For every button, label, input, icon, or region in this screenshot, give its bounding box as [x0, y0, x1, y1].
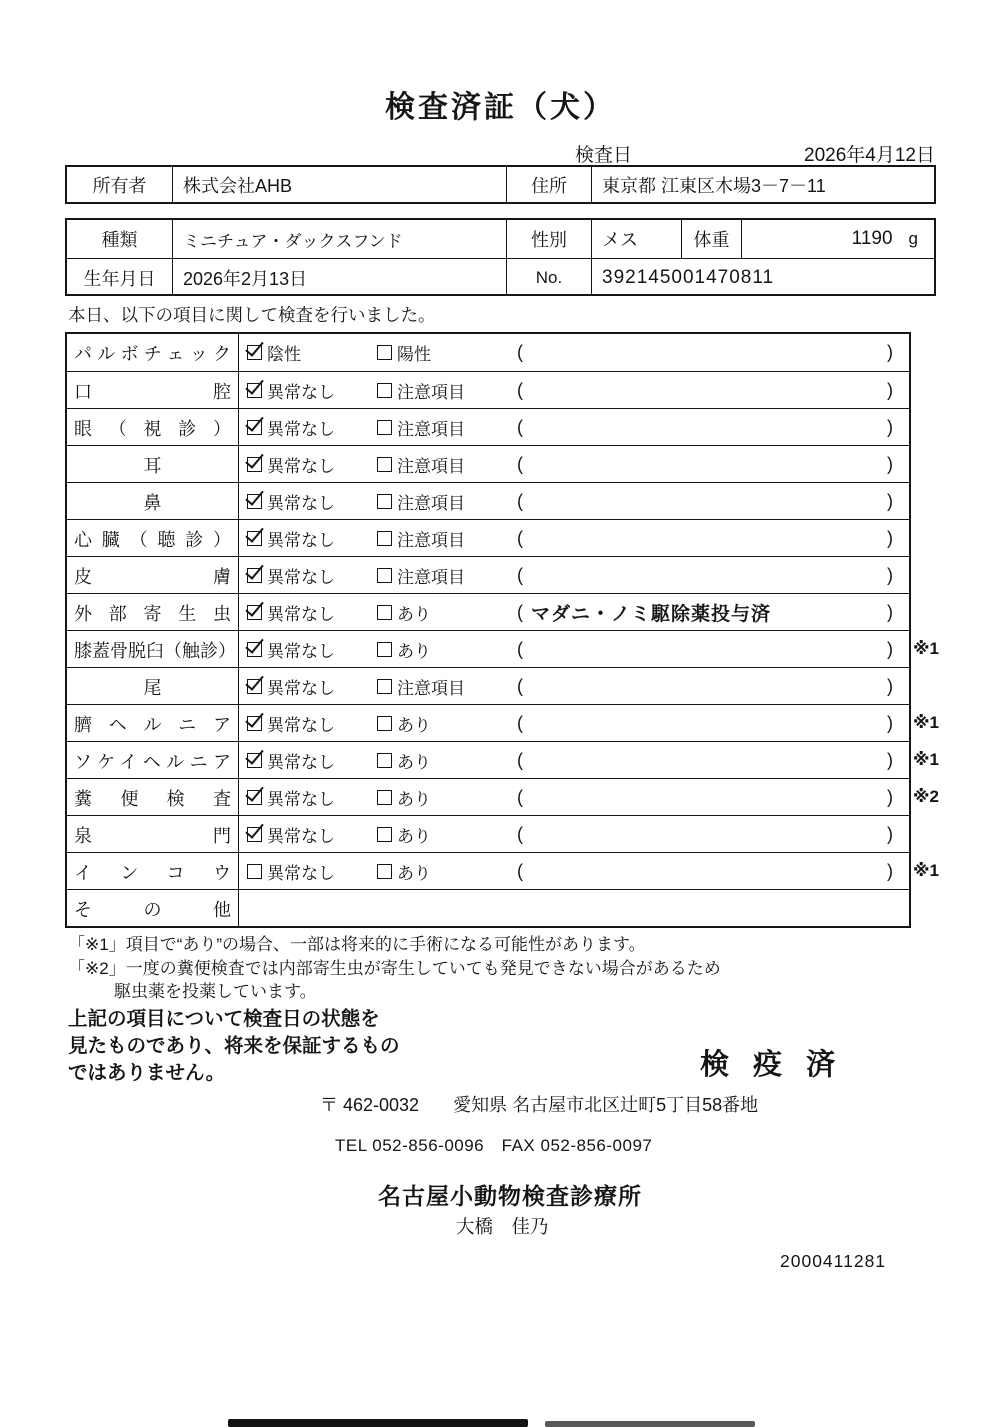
checkbox-icon [377, 679, 392, 694]
row-options [239, 372, 909, 408]
sex-label: 性別 [507, 220, 592, 258]
table-row [67, 445, 909, 482]
option-label: 陰性 [267, 345, 301, 364]
row-label: 眼（視診） [67, 409, 239, 445]
table-row [67, 556, 909, 593]
table-row [67, 667, 909, 704]
remarks-field [517, 380, 909, 401]
scan-artifact [545, 1421, 755, 1427]
remarks-field [517, 454, 909, 475]
paren-open: ( [517, 638, 523, 659]
option-negative [247, 563, 377, 588]
option-negative [247, 489, 377, 514]
option-label: あり [397, 641, 431, 661]
quarantine-stamp: 検 疫 済 [700, 1049, 844, 1081]
disclaimer-line: 上記の項目について検査日の状態を [68, 1008, 380, 1030]
address-value: 東京都 江東区木場3－7－11 [602, 175, 826, 196]
option-label: 異常なし [267, 382, 335, 402]
paren-open: ( [517, 342, 523, 362]
row-options [239, 816, 909, 852]
row-label: その他 [67, 890, 239, 926]
checkbox-icon [247, 864, 262, 879]
row-options [239, 631, 909, 667]
paren-open: ( [517, 490, 523, 511]
checkbox-icon [247, 790, 262, 805]
row-options [239, 853, 909, 889]
option-label: あり [397, 752, 431, 772]
option-negative [247, 452, 377, 477]
info-table [65, 218, 936, 296]
remarks-field [517, 639, 909, 660]
option-positive [377, 822, 517, 847]
option-positive [377, 378, 517, 403]
table-row [67, 889, 909, 926]
paren-close: ) [887, 675, 893, 696]
option-label: 注意項目 [397, 419, 465, 439]
option-negative [247, 711, 377, 736]
row-label: 皮膚 [67, 557, 239, 593]
option-label: 異常なし [267, 678, 335, 698]
paren-open: ( [517, 712, 523, 733]
breed-label: 種類 [67, 220, 173, 258]
option-positive [377, 859, 517, 884]
option-negative [247, 859, 377, 884]
checkbox-icon [377, 790, 392, 805]
paren-open: ( [517, 527, 523, 548]
option-label: あり [397, 863, 431, 883]
checkbox-icon [377, 457, 392, 472]
checkbox-icon [247, 827, 262, 842]
option-negative [247, 415, 377, 440]
table-row [67, 704, 939, 741]
table-row [67, 482, 909, 519]
paren-close: ) [887, 490, 893, 511]
clinic-postal: 〒 462-0032 [320, 1095, 420, 1115]
row-marker: ※1 [913, 639, 939, 658]
owner-table [65, 165, 936, 204]
weight-unit: g [908, 229, 918, 248]
footnote: 駆虫薬を投薬しています。 [114, 982, 317, 1001]
paren-close: ) [887, 453, 893, 474]
row-options [239, 557, 909, 593]
option-negative [247, 340, 377, 365]
exam-date-label: 検査日 [575, 145, 633, 166]
option-label: 異常なし [267, 604, 335, 624]
option-label: 注意項目 [397, 567, 465, 587]
option-negative [247, 637, 377, 662]
owner-value: 株式会社AHB [173, 167, 507, 202]
row-marker: ※2 [913, 787, 939, 806]
option-positive [377, 785, 517, 810]
row-label: 鼻 [67, 483, 239, 519]
paren-close: ) [887, 712, 893, 733]
table-row [67, 593, 909, 630]
checkbox-icon [377, 531, 392, 546]
row-label: 膝蓋骨脱臼（触診） [67, 631, 239, 667]
option-label: 異常なし [267, 567, 335, 587]
table-row [67, 778, 939, 815]
paren-open: ( [517, 601, 523, 622]
owner-label: 所有者 [67, 167, 173, 202]
table-row [67, 519, 909, 556]
option-negative [247, 748, 377, 773]
option-label: あり [397, 604, 431, 624]
paren-close: ) [887, 416, 893, 437]
option-positive [377, 489, 517, 514]
table-row [67, 741, 939, 778]
sex-value: メス [592, 220, 682, 258]
option-label: 陽性 [397, 345, 431, 364]
checkbox-icon [377, 383, 392, 398]
remarks-field [517, 565, 909, 586]
checkbox-icon [247, 383, 262, 398]
remarks-field [517, 861, 909, 882]
option-label: 異常なし [267, 641, 335, 661]
row-options [239, 520, 909, 556]
row-label: 泉門 [67, 816, 239, 852]
row-label: 糞便検査 [67, 779, 239, 815]
row-marker: ※1 [913, 713, 939, 732]
row-label: 尾 [67, 668, 239, 704]
checkbox-icon [247, 494, 262, 509]
row-label: 臍ヘルニア [67, 705, 239, 741]
option-label: 注意項目 [397, 382, 465, 402]
checkbox-icon [247, 605, 262, 620]
row-options [239, 483, 909, 519]
option-label: 注意項目 [397, 678, 465, 698]
row-label: インコウ [67, 853, 239, 889]
checkbox-icon [377, 568, 392, 583]
row-options [239, 594, 909, 630]
row-marker: ※1 [913, 861, 939, 880]
no-label: No. [507, 259, 592, 296]
option-negative [247, 785, 377, 810]
option-positive [377, 452, 517, 477]
option-positive [377, 674, 517, 699]
weight-cell [742, 220, 934, 258]
spacer [419, 1091, 453, 1117]
option-positive [377, 563, 517, 588]
option-label: あり [397, 789, 431, 809]
option-label: 注意項目 [397, 530, 465, 550]
option-positive [377, 748, 517, 773]
checkbox-icon [377, 605, 392, 620]
option-negative [247, 378, 377, 403]
table-row [67, 334, 909, 371]
checkbox-icon [247, 457, 262, 472]
row-label: 外部寄生虫 [67, 594, 239, 630]
checkbox-icon [377, 753, 392, 768]
remarks-text: マダニ・ノミ駆除薬投与済 [531, 603, 772, 625]
remarks-field [517, 599, 909, 626]
intro-text: 本日、以下の項目に関して検査を行いました。 [68, 305, 436, 325]
birth-label: 生年月日 [67, 259, 173, 296]
option-negative [247, 674, 377, 699]
breed-value: ミニチュア・ダックスフンド [173, 220, 507, 258]
paren-close: ) [887, 860, 893, 881]
table-row [67, 852, 939, 889]
address-label: 住所 [507, 167, 592, 202]
checkbox-icon [247, 753, 262, 768]
checkbox-icon [377, 345, 392, 360]
row-options [239, 890, 909, 926]
clinic-person: 大橋 佳乃 [456, 1216, 549, 1237]
option-positive [377, 415, 517, 440]
footnote: 「※1」項目で“あり”の場合、一部は将来的に手術になる可能性があります。 [68, 935, 646, 954]
checkbox-icon [247, 716, 262, 731]
option-label: 異常なし [267, 826, 335, 846]
option-positive [377, 711, 517, 736]
row-label: 耳 [67, 446, 239, 482]
row-label: パルボチェック [67, 334, 239, 371]
option-label: あり [397, 826, 431, 846]
birth-value: 2026年2月13日 [173, 259, 507, 296]
row-options [239, 668, 909, 704]
paren-close: ) [887, 601, 893, 622]
checkbox-icon [377, 864, 392, 879]
table-row [67, 408, 909, 445]
serial-number: 2000411281 [780, 1251, 887, 1271]
row-label: ソケイヘルニア [67, 742, 239, 778]
remarks-field [517, 676, 909, 697]
paren-close: ) [887, 379, 893, 400]
footnote: 「※2」一度の糞便検査では内部寄生虫が寄生していても発見できない場合があるため [68, 959, 721, 978]
remarks-field [517, 342, 909, 363]
page-title: 検査済証（犬） [385, 91, 616, 124]
checkbox-icon [247, 345, 262, 360]
paren-open: ( [517, 379, 523, 400]
option-label: 異常なし [267, 419, 335, 439]
paren-close: ) [887, 638, 893, 659]
row-options [239, 742, 909, 778]
weight-value: 1190 [851, 228, 893, 249]
checkbox-icon [247, 531, 262, 546]
option-label: 注意項目 [397, 456, 465, 476]
option-positive [377, 637, 517, 662]
checkbox-icon [377, 420, 392, 435]
row-options [239, 779, 909, 815]
checkbox-icon [247, 420, 262, 435]
remarks-field [517, 528, 909, 549]
table-row [67, 371, 909, 408]
checkbox-icon [247, 642, 262, 657]
paren-open: ( [517, 823, 523, 844]
option-label: あり [397, 715, 431, 735]
remarks-field [517, 417, 909, 438]
checkbox-icon [377, 642, 392, 657]
row-options [239, 446, 909, 482]
option-label: 異常なし [267, 752, 335, 772]
paren-close: ) [887, 786, 893, 807]
inspection-table [65, 332, 939, 928]
weight-label: 体重 [682, 220, 742, 258]
remarks-field [517, 491, 909, 512]
table-row [67, 815, 909, 852]
row-options [239, 705, 909, 741]
paren-open: ( [517, 786, 523, 807]
paren-open: ( [517, 860, 523, 881]
row-options [239, 334, 909, 371]
disclaimer-line: 見たものであり、将来を保証するもの [68, 1035, 400, 1057]
paren-close: ) [887, 342, 893, 362]
paren-open: ( [517, 675, 523, 696]
row-options [239, 409, 909, 445]
checkbox-icon [377, 827, 392, 842]
clinic-tel-fax: TEL 052-856-0096 FAX 052-856-0097 [335, 1136, 653, 1155]
option-label: 異常なし [267, 789, 335, 809]
table-row [67, 630, 939, 667]
paren-open: ( [517, 749, 523, 770]
checkbox-icon [377, 494, 392, 509]
row-label: 口腔 [67, 372, 239, 408]
disclaimer-line: ではありません。 [68, 1062, 226, 1084]
option-label: 異常なし [267, 863, 335, 883]
remarks-field [517, 750, 909, 771]
option-label: 異常なし [267, 493, 335, 513]
row-marker: ※1 [913, 750, 939, 769]
option-negative [247, 600, 377, 625]
option-positive [377, 526, 517, 551]
paren-close: ) [887, 527, 893, 548]
clinic-address-line [320, 1091, 758, 1117]
paren-close: ) [887, 823, 893, 844]
option-label: 異常なし [267, 715, 335, 735]
checkbox-icon [247, 568, 262, 583]
checkbox-icon [377, 716, 392, 731]
option-label: 異常なし [267, 456, 335, 476]
option-label: 注意項目 [397, 493, 465, 513]
no-value: 392145001470811 [602, 266, 775, 288]
paren-close: ) [887, 749, 893, 770]
remarks-field [517, 824, 909, 845]
paren-open: ( [517, 416, 523, 437]
disclaimer [68, 1006, 400, 1087]
option-positive [377, 340, 517, 365]
remarks-field [517, 713, 909, 734]
option-positive [377, 600, 517, 625]
paren-open: ( [517, 453, 523, 474]
row-label: 心臓（聴診） [67, 520, 239, 556]
checkbox-icon [247, 679, 262, 694]
option-label: 異常なし [267, 530, 335, 550]
scan-artifact [228, 1419, 528, 1427]
clinic-address: 愛知県 名古屋市北区辻町5丁目58番地 [453, 1095, 759, 1115]
remarks-field [517, 787, 909, 808]
exam-date-value: 2026年4月12日 [804, 145, 935, 166]
option-negative [247, 526, 377, 551]
clinic-name: 名古屋小動物検査診療所 [378, 1183, 642, 1209]
paren-open: ( [517, 564, 523, 585]
option-negative [247, 822, 377, 847]
paren-close: ) [887, 564, 893, 585]
